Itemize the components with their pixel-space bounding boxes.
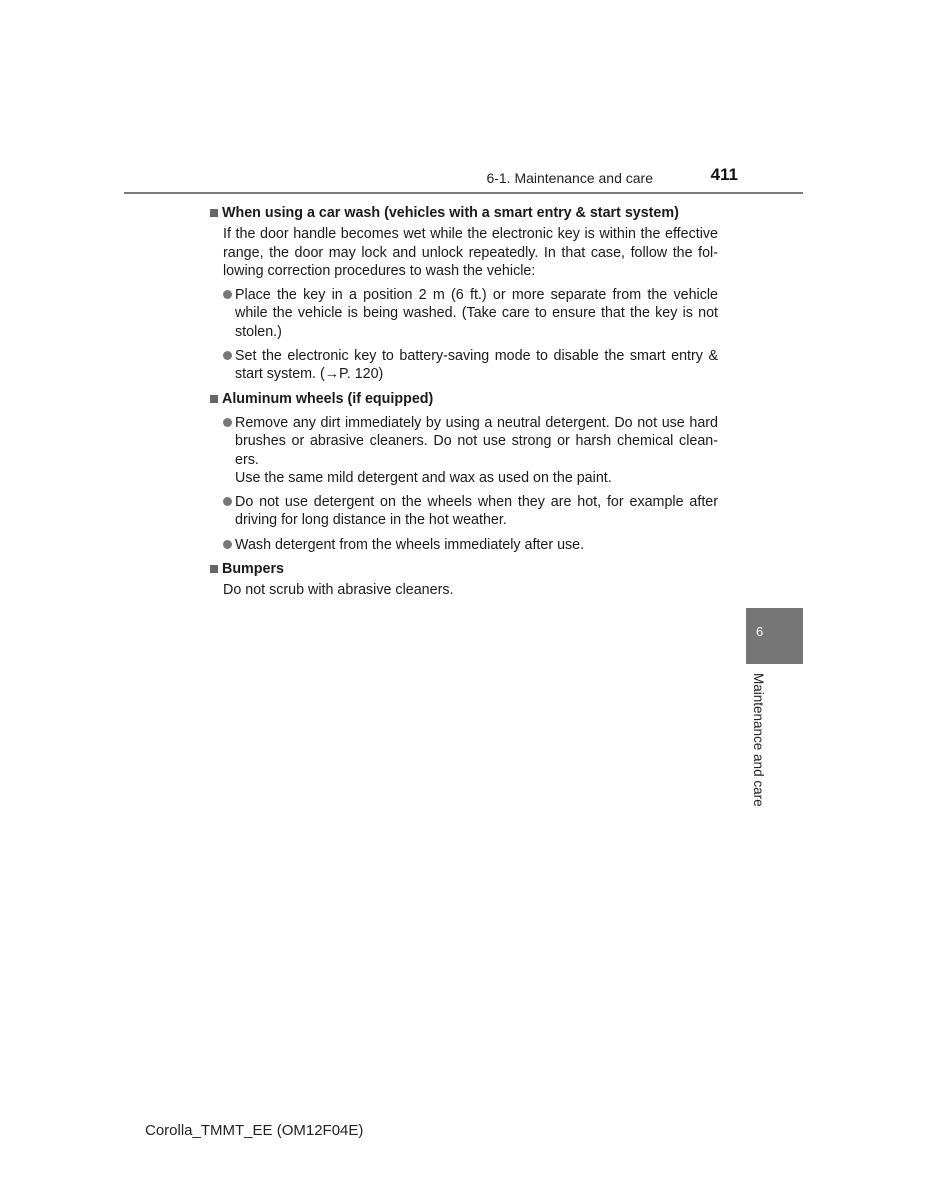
chapter-number: 6 xyxy=(756,624,764,639)
list-item-main: Remove any dirt immediately by using a neutral detergent. Do not use hard brushes or abrasive cleaners. Do not use strong or harsh chemical clean-ers. xyxy=(235,414,718,468)
section-title: 6-1. Maintenance and care xyxy=(486,170,653,186)
chapter-label: Maintenance and care xyxy=(751,673,766,807)
heading-text: Bumpers xyxy=(222,561,284,578)
paragraph: Do not scrub with abrasive cleaners. xyxy=(223,582,454,599)
aluminum-wheels-section xyxy=(210,390,718,554)
list-item-text: Wash detergent from the wheels immediately after use. xyxy=(235,536,585,553)
list-item-text xyxy=(235,414,718,487)
paragraph: If the door handle becomes wet while the electronic key is within the effective range, the door may lock and unlock repeatedly. In that case, follow the fol-lowing correction procedures to wash the vehicle: xyxy=(223,226,718,279)
bullet-dot-icon xyxy=(223,290,232,299)
list-item xyxy=(223,286,718,341)
page-content xyxy=(210,200,718,606)
list-item-text: Do not use detergent on the wheels when they are hot, for example after driving for long distance in the hot weather. xyxy=(235,494,718,529)
page-number: 411 xyxy=(710,165,738,184)
page-header xyxy=(124,160,803,194)
footer-document-id: Corolla_TMMT_EE (OM12F04E) xyxy=(145,1122,364,1139)
section-heading xyxy=(210,204,718,222)
list-item xyxy=(223,414,718,487)
section-heading xyxy=(210,390,718,408)
bullet-dot-icon xyxy=(223,418,232,427)
bullet-dot-icon xyxy=(223,540,232,549)
bullet-dot-icon xyxy=(223,351,232,360)
heading-text: When using a car wash (vehicles with a smart entry & start system) xyxy=(222,205,679,221)
square-bullet-icon xyxy=(210,395,218,403)
list-item xyxy=(223,347,718,384)
list-item-note: Use the same mild detergent and wax as used on the paint. xyxy=(235,469,612,486)
square-bullet-icon xyxy=(210,565,218,573)
list-item-text: Place the key in a position 2 m (6 ft.) or more separate from the vehicle while the vehicle is being washed. (Take care to ensure that the key is not stolen.) xyxy=(235,287,718,340)
bullet-dot-icon xyxy=(223,497,232,506)
list-item-text: Set the electronic key to battery-saving mode to disable the smart entry & start system. (→P. 120) xyxy=(235,348,718,383)
heading-text: Aluminum wheels (if equipped) xyxy=(222,390,434,407)
list-item xyxy=(223,493,718,530)
square-bullet-icon xyxy=(210,209,218,217)
list-item xyxy=(223,536,718,554)
chapter-tab xyxy=(746,608,803,664)
car-wash-section xyxy=(210,204,718,384)
bumpers-section xyxy=(210,560,718,600)
section-heading xyxy=(210,560,718,578)
